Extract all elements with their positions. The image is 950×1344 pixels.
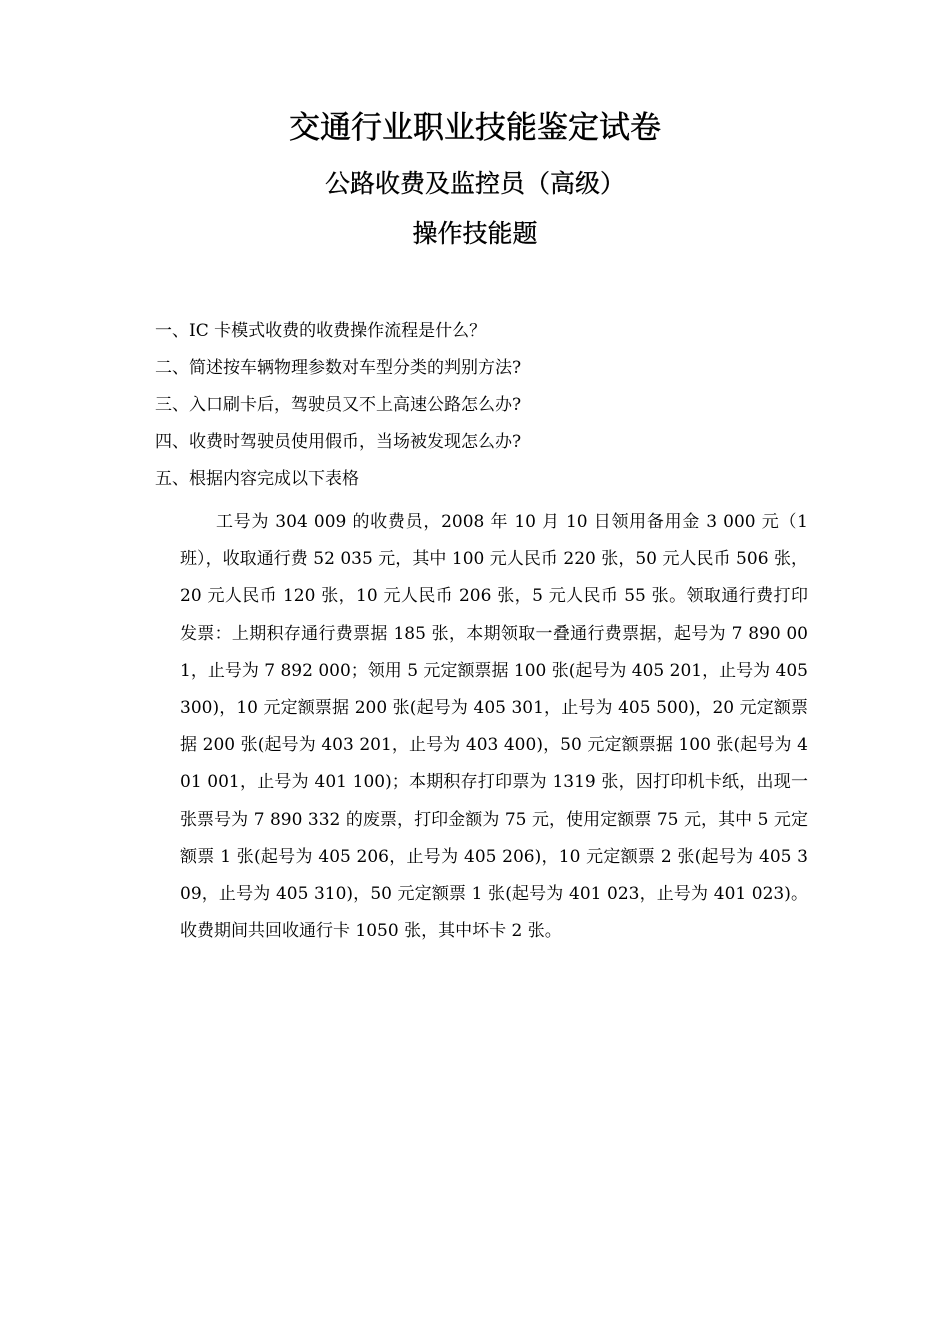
question-five-body: 工号为 304 009 的收费员，2008 年 10 月 10 日领用备用金 3 000 元（1 班），收取通行费 52 035 元，其中 100 元人民币 220 张，50 元人民币 506 张，20 元人民币 120 张，10 元人民币 206 张，5 元人民币 55 张。领取通行费打印发票：上期积存通行费票据 185 张，本期领取一叠通行费票据，起号为 7 890 001，止号为 7 892 000；领用 5 元定额票据 100 张(起号为 405 201，止号为 405 300)，10 元定额票据 200 张(起号为 405 301，止号为 405 500)，20 元定额票据 200 张(起号为 403 201，止号为 403 400)，50 元定额票据 100 张(起号为 401 001，止号为 401 100)；本期积存打印票为 1319 张，因打印机卡纸，出现一张票号为 7 890 332 的废票，打印金额为 75 元，使用定额票 75 元，其中 5 元定额票 1 张(起号为 405 206，止号为 405 206)，10 元定额票 2 张(起号为 405 309，止号为 405 310)，50 元定额票 1 张(起号为 401 023，止号为 401 023)。收费期间共回收通行卡 1050 张，其中坏卡 2 张。: [180, 512, 808, 942]
document-title: 交通行业职业技能鉴定试卷: [289, 110, 661, 146]
document-subtitle: 公路收费及监控员（高级）: [324, 169, 625, 198]
question-item: 一、IC 卡模式收费的收费操作流程是什么？: [155, 321, 487, 341]
question-item: 三、入口刷卡后，驾驶员又不上高速公路怎么办?: [155, 395, 522, 415]
question-item: 五、根据内容完成以下表格: [155, 469, 359, 489]
question-item: 二、简述按车辆物理参数对车型分类的判别方法?: [155, 358, 522, 378]
question-list: [155, 316, 815, 501]
question-item: 四、收费时驾驶员使用假币，当场被发现怎么办?: [155, 432, 522, 452]
section-title: 操作技能题: [412, 219, 538, 248]
